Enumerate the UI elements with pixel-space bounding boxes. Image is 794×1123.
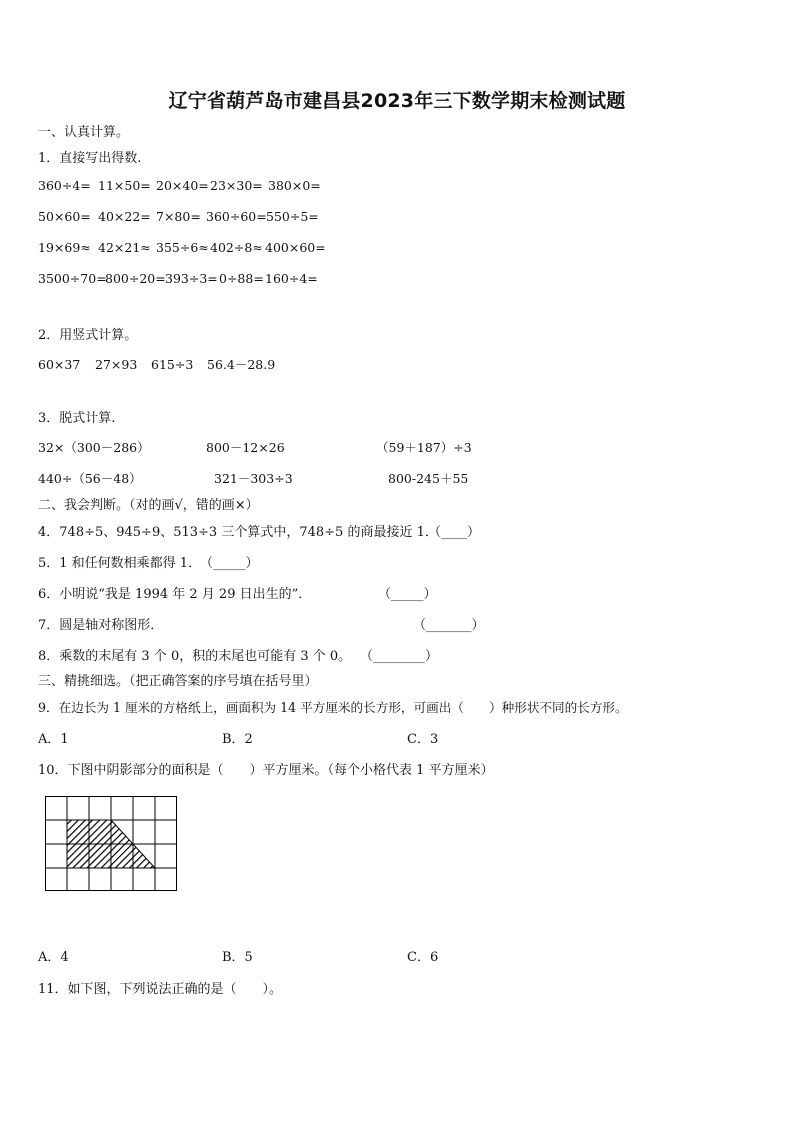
- q3-item: 321－303÷3: [214, 471, 293, 486]
- answer-blank[interactable]: （_____）: [378, 587, 437, 602]
- answer-blank[interactable]: （____）: [428, 525, 481, 540]
- q2-item: 615÷3: [151, 357, 194, 372]
- answer-blank[interactable]: （________）: [360, 649, 439, 664]
- section-1-heading: 一、认真计算。: [38, 125, 130, 140]
- section-3-heading: 三、精挑细选。（把正确答案的序号填在括号里）: [38, 674, 318, 689]
- page-title: 辽宁省葫芦岛市建昌县2023年三下数学期末检测试题: [168, 90, 626, 112]
- q1-item: 11×50=: [98, 178, 151, 193]
- q1-item: 20×40=: [156, 178, 209, 193]
- q1-item: 0÷88=: [219, 271, 264, 286]
- q2-item: 27×93: [95, 357, 138, 372]
- question-4: 4．748÷5、945÷9、513÷3 三个算式中，748÷5 的商最接近 1．: [38, 525, 438, 540]
- q2-item: 56.4－28.9: [207, 357, 276, 372]
- option-c[interactable]: C．3: [407, 732, 439, 747]
- q1-label: 1．直接写出得数.: [38, 151, 142, 166]
- q1-item: 402÷8≈: [210, 240, 263, 255]
- q3-item: 800-245＋55: [388, 471, 469, 486]
- q1-item: 42×21≈: [98, 240, 151, 255]
- q1-item: 160÷4=: [265, 271, 318, 286]
- q1-item: 400×60=: [265, 240, 326, 255]
- q1-item: 7×80=: [156, 209, 201, 224]
- q2-row: [38, 355, 275, 373]
- option-b[interactable]: B．5: [222, 950, 253, 965]
- q1-item: 40×22=: [98, 209, 151, 224]
- question-6: 6．小明说“我是 1994 年 2 月 29 日出生的”．: [38, 587, 312, 602]
- grid-lines: [45, 796, 177, 891]
- q1-item: 23×30=: [210, 178, 263, 193]
- question-10: 10．下图中阴影部分的面积是（ ）平方厘米。（每个小格代表 1 平方厘米）: [38, 763, 494, 778]
- q3-label: 3．脱式计算.: [38, 411, 116, 426]
- q1-item: 800÷20=: [105, 271, 166, 286]
- q3-item: （59＋187）÷3: [376, 440, 472, 455]
- q1-item: 3500÷70=: [38, 271, 107, 286]
- answer-blank[interactable]: （_____）: [200, 556, 259, 571]
- question-5: 5．1 和任何数相乘都得 1．: [38, 556, 202, 571]
- question-7: 7．圆是轴对称图形．: [38, 618, 164, 633]
- option-c[interactable]: C．6: [407, 950, 439, 965]
- q1-row: [38, 240, 326, 255]
- q3-item: 440÷（56－48）: [38, 471, 142, 486]
- q1-item: 380×0=: [268, 178, 321, 193]
- option-a[interactable]: A．4: [38, 950, 69, 965]
- q1-row: [38, 271, 318, 286]
- q1-row: [38, 209, 319, 224]
- q1-item: 360÷60=: [206, 209, 267, 224]
- q2-label: 2．用竖式计算。: [38, 328, 138, 343]
- question-8: 8．乘数的末尾有 3 个 0，积的末尾也可能有 3 个 0。: [38, 649, 352, 664]
- section-2-heading: 二、我会判断。（对的画√，错的画×）: [38, 498, 259, 513]
- option-a[interactable]: A．1: [38, 732, 69, 747]
- question-9: 9．在边长为 1 厘米的方格纸上，画面积为 14 平方厘米的长方形，可画出（ ）种形状不同的长方形。: [38, 700, 628, 715]
- q3-item: 32×（300－286）: [38, 440, 150, 455]
- question-11: 11．如下图，下列说法正确的是（ ）。: [38, 982, 283, 997]
- q1-item: 50×60=: [38, 209, 91, 224]
- answer-blank[interactable]: （_______）: [413, 618, 485, 633]
- q1-item: 550÷5=: [266, 209, 319, 224]
- q3-item: 800－12×26: [206, 440, 285, 455]
- q2-item: 60×37: [38, 357, 81, 372]
- q1-item: 393÷3=: [165, 271, 218, 286]
- option-b[interactable]: B．2: [222, 732, 253, 747]
- q1-item: 19×69≈: [38, 240, 91, 255]
- q1-row: [38, 178, 321, 193]
- q1-item: 355÷6≈: [156, 240, 209, 255]
- shaded-grid-figure: [45, 796, 179, 894]
- q1-item: 360÷4=: [38, 178, 91, 193]
